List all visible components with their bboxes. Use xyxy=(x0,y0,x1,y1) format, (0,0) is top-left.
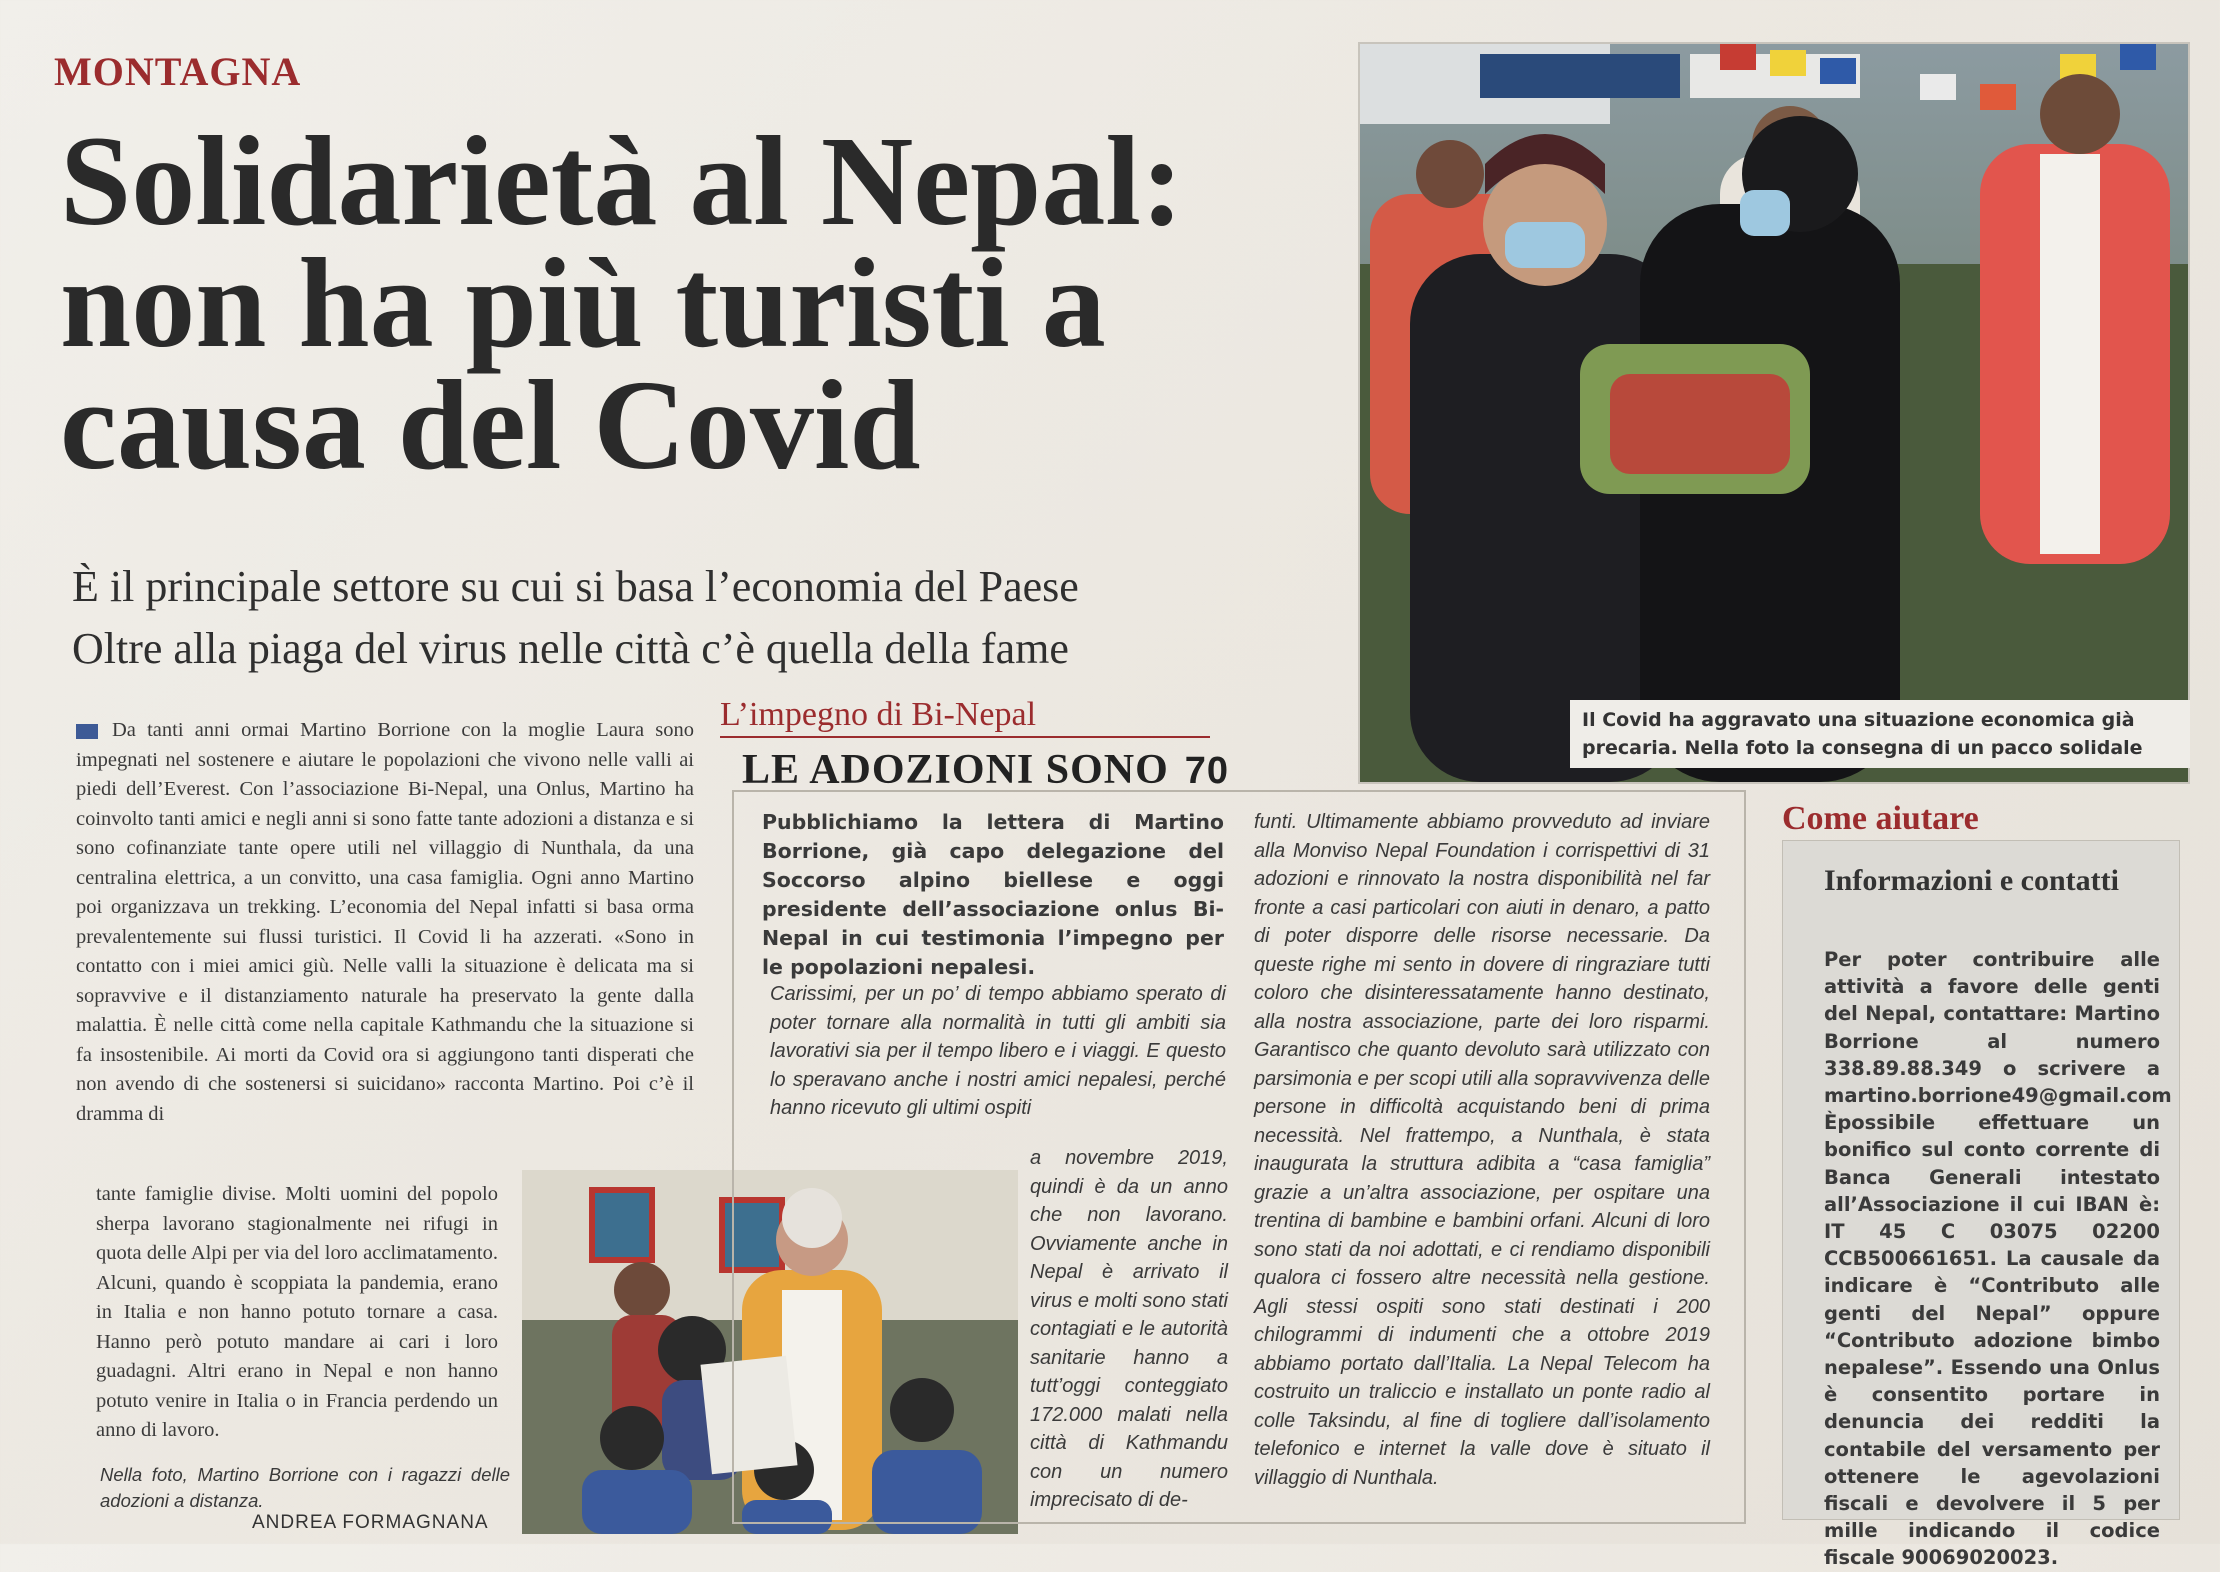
subhead-line-2: Oltre alla piaga del virus nelle città c’è quella della fame xyxy=(72,624,1069,673)
article-body-bottom: tante famiglie divise. Molti uomini del popolo sherpa lavorano stagionalmente nei rifugi in quota delle Alpi per via del loro acclimatamento. Alcuni, quando è scoppiata la pandemia, erano in Italia e non hanno potuto tornare a casa. Hanno però potuto mandare ai cari i loro guadagni. Altri erano in Nepal e non hanno potuto venire in Italia o in Francia perdendo un anno di lavoro. xyxy=(96,1183,498,1441)
photo-illustration xyxy=(1360,44,2188,782)
help-kicker: Come aiutare xyxy=(1782,800,1979,837)
subhead-line-1: È il principale settore su cui si basa l’economia del Paese xyxy=(72,562,1079,611)
box-kicker-rule xyxy=(720,736,1210,738)
help-subtitle: Informazioni e contatti xyxy=(1824,864,2119,897)
byline: ANDREA FORMAGNANA xyxy=(252,1512,489,1533)
box-title xyxy=(742,746,1229,794)
section-label: MONTAGNA xyxy=(54,49,302,94)
box-title-number: 70 xyxy=(1184,750,1230,792)
photo-package-delivery xyxy=(1358,42,2190,784)
photo-caption-children: Nella foto, Martino Borrione con i ragazzi delle adozioni a distanza. xyxy=(100,1464,510,1511)
article-body-top xyxy=(76,716,694,1129)
letter-col-1-narrow: a novembre 2019, quindi è da un anno che non lavorano. Ovviamente anche in Nepal è arrivato il virus e molti sono stati contagiati e le autorità sanitarie hanno a tutt’oggi conteggiato 172.000 malati nella città di Kathmandu con un numero imprecisato di de- xyxy=(1030,1147,1228,1511)
letter-col-1: Carissimi, per un po’ di tempo abbiamo sperato di poter tornare alla normalità in tutti gli ambiti sia lavorativi sia per il tempo libero e i viaggi. E questo lo speravano anche i nostri amici nepalesi, perché hanno ricevuto gli ultimi ospiti xyxy=(770,983,1226,1119)
box-kicker: L’impegno di Bi-Nepal xyxy=(720,696,1037,733)
article-body-top-text: Da tanti anni ormai Martino Borrione con la moglie Laura sono impegnati nel sostenere e aiutare le popolazioni che vivono nelle valli ai piedi dell’Everest. Con l’associazione Bi-Nepal, una Onlus, Martino ha coinvolto tanti amici e negli anni si sono fatte tante adozioni a distanza e si sono cofinanziate tante opere utili nel villaggio di Nunthala, da una centralina elettrica, a un convitto, una casa famiglia. Ogni anno Martino poi organizzava un trekking. L’economia del Nepal infatti si basa orma prevalentemente sui flussi turistici. Il Covid li ha azzerati. «Sono in contatto con i miei amici giù. Nelle valli la situazione è delicata ma si sopravvive e il distanziamento naturale ha preservato la gente dalla malattia. È nelle città come nella capitale Kathmandu che la situazione si fa insostenibile. Ai morti da Covid ora si aggiungono tanti disperati che non avendo di che sostenersi si suicidano» racconta Martino. Poi c’è il dramma di xyxy=(76,719,694,1125)
photo-caption-delivery: Il Covid ha aggravato una situazione economica già precaria. Nella foto la consegna di un pacco solidale xyxy=(1570,700,2190,768)
box-intro: Pubblichiamo la lettera di Martino Borrione, già capo delegazione del Soccorso alpino biellese e oggi presidente dell’associazione onlus Bi-Nepal in cui testimonia l’impegno per le popolazioni nepalesi. xyxy=(762,810,1224,979)
page-title: Solidarietà al Nepal: non ha più turisti a causa del Covid xyxy=(60,110,1184,496)
box-title-text: LE ADOZIONI SONO xyxy=(742,747,1169,793)
paragraph-marker-icon xyxy=(76,724,98,739)
help-body: Per poter contribuire alle attività a favore delle genti del Nepal, contattare: Martino Borrione al numero 338.89.88.349 o scrivere a martino.borrione49@gmail.com Èpossibile effettuare un bonifico sul conto corrente di Banca Generali intestato all’Associazione il cui IBAN è: IT 45 C 03075 02200 CCB500661651. La causale da indicare è “Contributo alle genti del Nepal” oppure “Contributo adozione bimbo nepalese”. Essendo una Onlus è consentito portare in denuncia dei redditi la contabile del versamento per ottenere le agevolazioni fiscali e devolvere il 5 per mille indicando il codice fiscale 90069020023. xyxy=(1824,948,2172,1570)
subheadline xyxy=(72,556,1362,680)
letter-col-2: funti. Ultimamente abbiamo provveduto ad inviare alla Monviso Nepal Foundation i corrispettivi di 31 adozioni e rinnovato la nostra disponibilità nel far fronte a casi particolari con aiuti in denaro, a patto di poter disporre delle risorse necessarie. Da queste righe mi sento in dovere di ringraziare tutti coloro che disinteressatamente hanno destinato, alla nostra associazione, parte dei loro risparmi. Garantisco che quanto devoluto sarà utilizzato con parsimonia e per scopi utili alla sopravvivenza delle persone in difficoltà acquistando beni di prima necessità. Nel frattempo, a Nunthala, è stata inaugurata la struttura adibita a “casa famiglia” grazie a un’altra associazione, per ospitare una trentina di bambine e bambini orfani. Alcuni di loro sono stati da noi adottati, e ci rendiamo disponibili qualora ci fossero altre necessità nella gestione. Agli stessi ospiti sono stati destinati i 200 chilogrammi di indumenti che a ottobre 2019 abbiamo portato dall’Italia. La Nepal Telecom ha costruito un traliccio e installato un ponte radio al colle Taksindu, al fine di togliere dall’isolamento telefonico e internet la valle dove è situato il villaggio di Nunthala. xyxy=(1254,811,1710,1489)
